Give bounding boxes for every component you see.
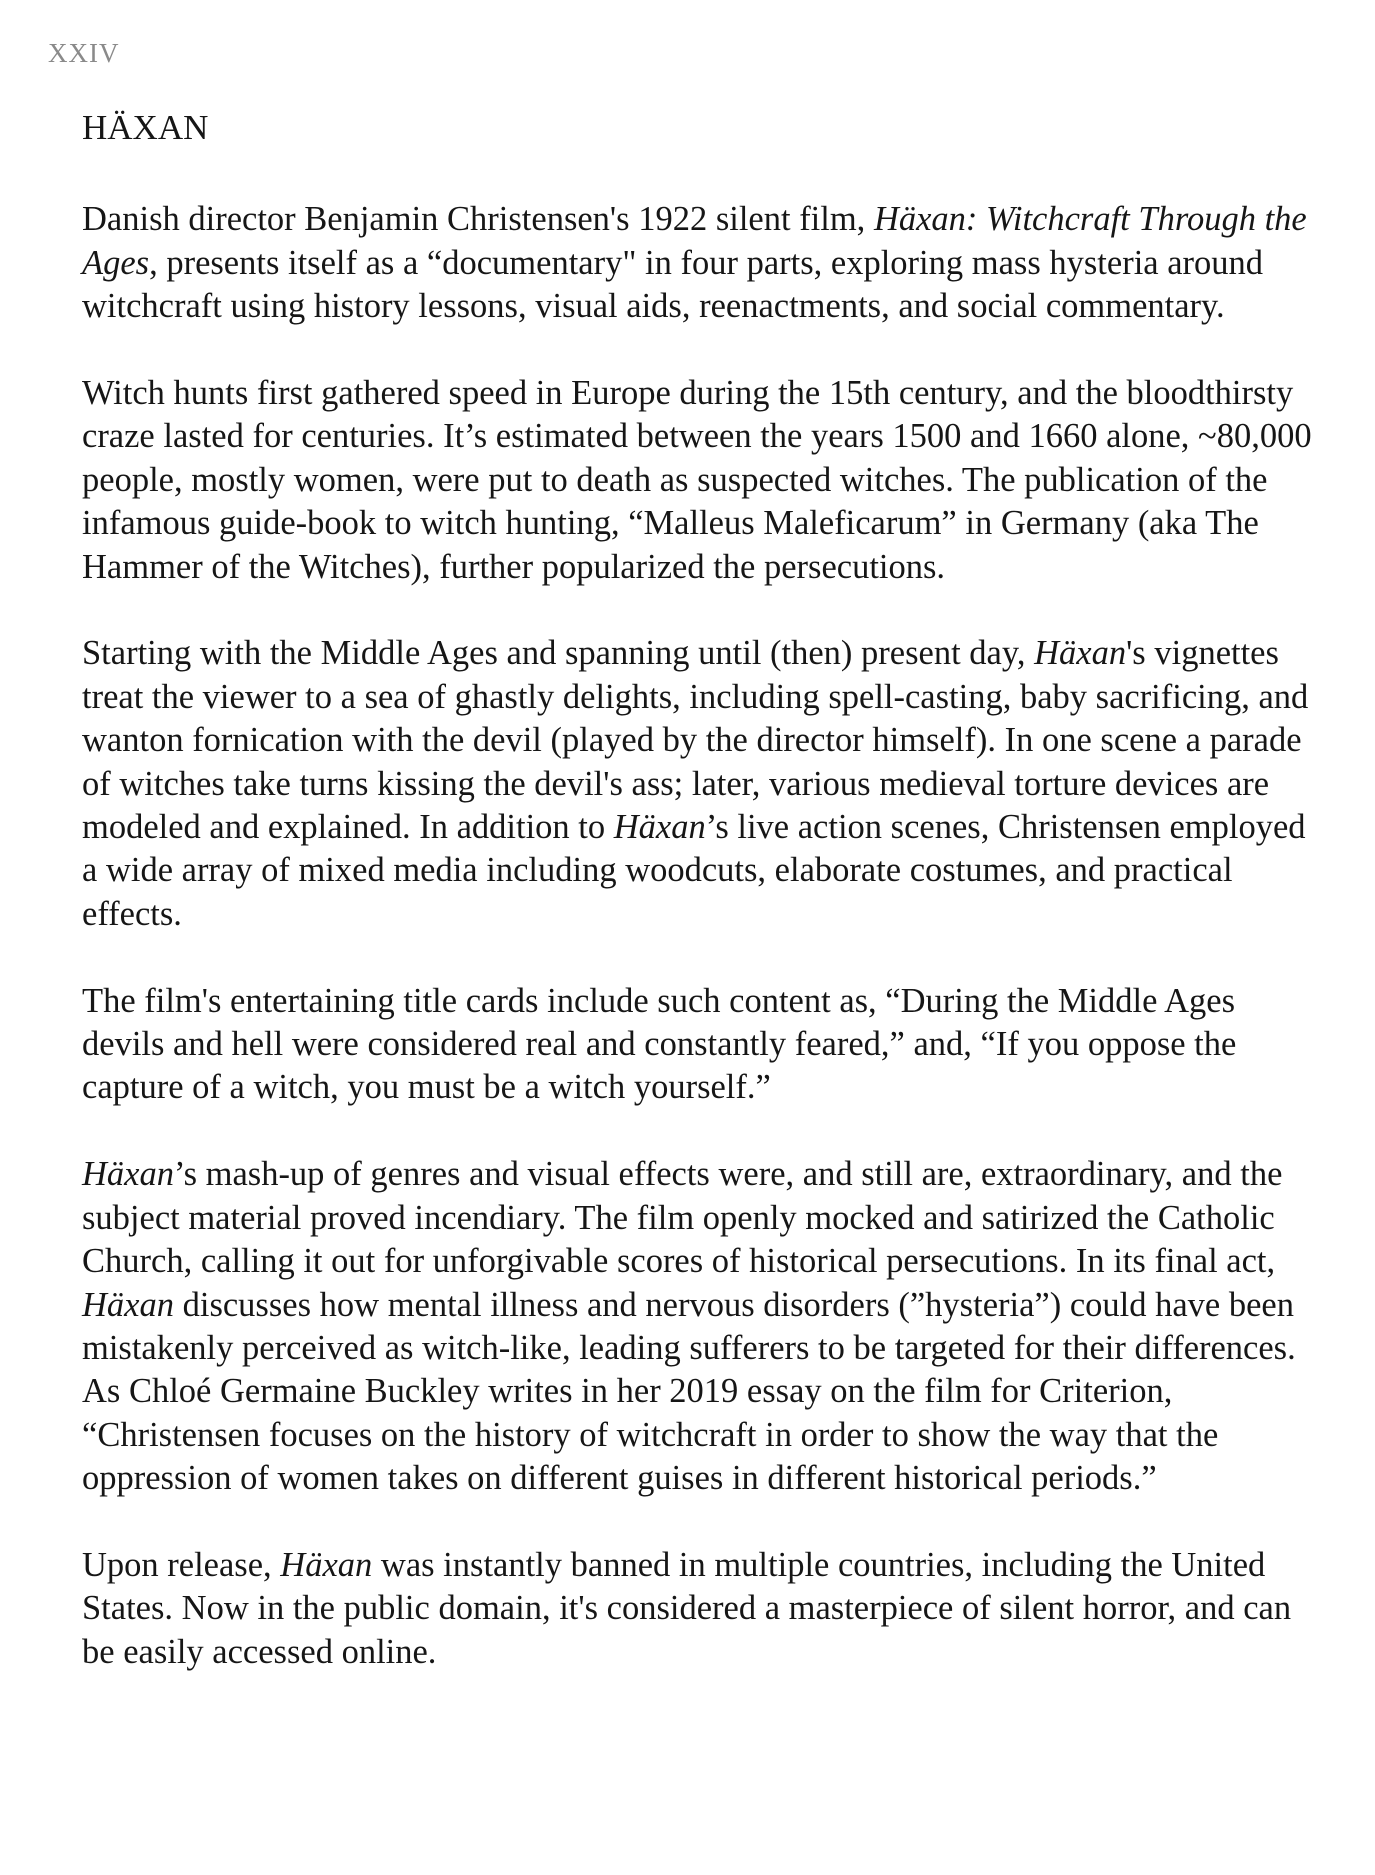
page-title: HÄXAN xyxy=(82,108,209,147)
text-run: Starting with the Middle Ages and spanning until (then) present day, xyxy=(82,634,1035,673)
film-title: Häxan xyxy=(280,1545,373,1584)
article-body xyxy=(82,106,1322,1674)
text-run: ’s mash-up of genres and visual effects were, and still are, extraordinary, and the subject material proved incendiary. The film openly mocked and satirized the Catholic Church, calling it out for unforgivable scores of historical persecutions. In its final act, xyxy=(82,1155,1283,1281)
paragraph-vignettes xyxy=(82,632,1322,936)
paragraph-title-cards xyxy=(82,980,1322,1110)
text-run: The film's entertaining title cards include such content as, “During the Middle Ages devils and hell were considered real and constantly feared,” and, “If you oppose the capture of a witch, you must be a witch yourself.” xyxy=(82,981,1237,1107)
film-title: Häxan xyxy=(613,808,706,847)
text-run: , presents itself as a “documentary" in four parts, exploring mass hysteria around witchcraft using history lessons, visual aids, reenactments, and social commentary. xyxy=(82,243,1264,326)
text-run: discusses how mental illness and nervous disorders (”hysteria”) could have been mistakenly perceived as witch-like, leading sufferers to be targeted for their differences. As Chloé Germaine Buckley writes in her 2019 essay on the film for Criterion, “Christensen focuses on the history of witchcraft in order to show the way that the oppression of women takes on different guises in different historical periods.” xyxy=(82,1285,1296,1498)
text-run: Upon release, xyxy=(82,1545,281,1584)
film-title: Häxan xyxy=(82,1285,174,1324)
film-title: Häxan xyxy=(1034,634,1127,673)
paragraph-intro xyxy=(82,198,1322,328)
page-number: XXIV xyxy=(48,38,120,68)
paragraph-release xyxy=(82,1544,1322,1674)
paragraph-witch-hunts xyxy=(82,372,1322,589)
text-run: ’s live action scenes, Christensen employed a wide array of mixed media including woodcuts, elaborate costumes, and practical effects. xyxy=(82,808,1306,933)
film-title: Häxan: Witchcraft Through the Ages xyxy=(82,200,1307,282)
text-run: Danish director Benjamin Christensen's 1922 silent film, xyxy=(82,200,874,239)
film-title: Häxan xyxy=(82,1155,174,1194)
paragraph-genres xyxy=(82,1153,1322,1500)
text-run: was instantly banned in multiple countries, including the United States. Now in the public domain, it's considered a masterpiece of silent horror, and can be easily accessed online. xyxy=(82,1545,1292,1671)
text-run: Witch hunts first gathered speed in Europe during the 15th century, and the bloodthirsty craze lasted for centuries. It’s estimated between the years 1500 and 1660 alone, ~80,000 people, mostly women, were put to death as suspected witches. The publication of the infamous guide-book to witch hunting, “Malleus Maleficarum” in Germany (aka The Hammer of the Witches), further popularized the persecutions. xyxy=(82,374,1312,586)
text-run: 's vignettes treat the viewer to a sea of ghastly delights, including spell-casting, baby sacrificing, and wanton fornication with the devil (played by the director himself). In one scene a parade of witches take turns kissing the devil's ass; later, various medieval torture devices are modeled and explained. In addition to xyxy=(82,634,1309,847)
